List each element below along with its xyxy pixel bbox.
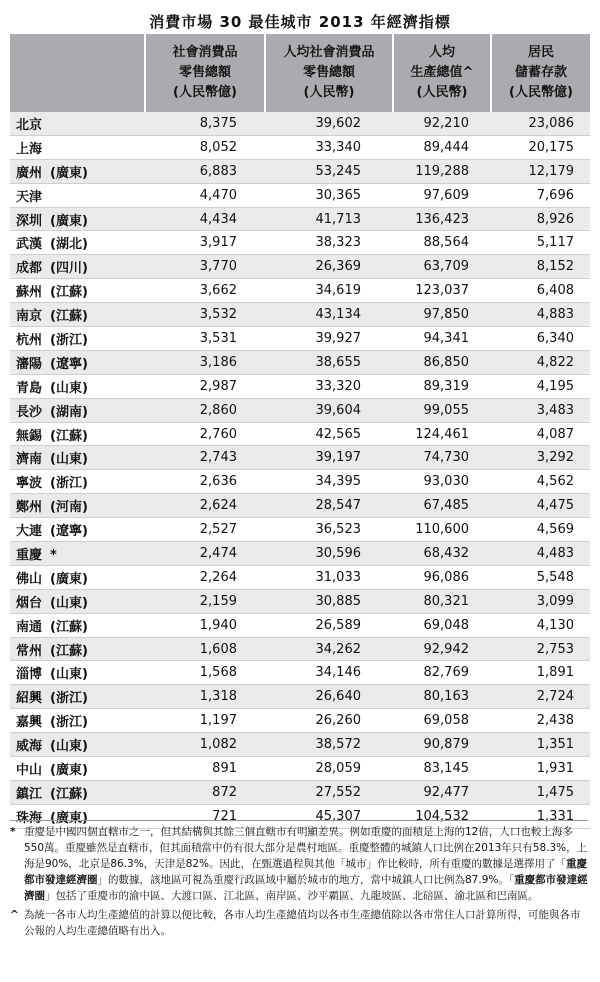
- province-name: (四川): [50, 261, 88, 277]
- retail-sales-cell: 2,636: [145, 470, 265, 494]
- city-name: 鎮江: [16, 786, 43, 802]
- per-capita-retail-cell: 28,547: [265, 494, 393, 518]
- per-capita-retail-cell: 26,369: [265, 255, 393, 279]
- savings-deposits-cell: 2,753: [491, 637, 590, 661]
- savings-deposits-cell: 4,569: [491, 518, 590, 542]
- table-row: [10, 542, 590, 566]
- footnote-star-mark: *: [10, 826, 16, 838]
- per-capita-retail-cell: 33,320: [265, 374, 393, 398]
- city-cell: [10, 470, 145, 494]
- table-row: [10, 518, 590, 542]
- province-name: (山東): [50, 739, 88, 755]
- savings-deposits-cell: 3,483: [491, 398, 590, 422]
- gdp-per-capita-cell: 119,288: [393, 159, 491, 183]
- retail-sales-cell: 3,770: [145, 255, 265, 279]
- city-cell: [10, 589, 145, 613]
- city-name: 青島: [16, 380, 43, 396]
- per-capita-retail-cell: 34,395: [265, 470, 393, 494]
- city-cell: [10, 542, 145, 566]
- province-name: (山東): [50, 595, 88, 611]
- gdp-per-capita-cell: 92,477: [393, 780, 491, 804]
- savings-deposits-cell: 6,340: [491, 327, 590, 351]
- city-cell: [10, 112, 145, 135]
- per-capita-retail-cell: 30,885: [265, 589, 393, 613]
- city-cell: [10, 494, 145, 518]
- gdp-per-capita-cell: 89,444: [393, 135, 491, 159]
- city-cell: [10, 613, 145, 637]
- province-name: (山東): [50, 380, 88, 396]
- savings-deposits-cell: 4,195: [491, 374, 590, 398]
- savings-deposits-cell: 12,179: [491, 159, 590, 183]
- retail-sales-cell: 2,474: [145, 542, 265, 566]
- retail-sales-cell: 6,883: [145, 159, 265, 183]
- city-cell: [10, 135, 145, 159]
- savings-deposits-cell: 8,926: [491, 207, 590, 231]
- city-cell: [10, 374, 145, 398]
- table-row: [10, 637, 590, 661]
- city-cell: [10, 398, 145, 422]
- per-capita-retail-cell: 38,572: [265, 733, 393, 757]
- gdp-per-capita-cell: 67,485: [393, 494, 491, 518]
- city-cell: [10, 780, 145, 804]
- per-capita-retail-cell: 34,262: [265, 637, 393, 661]
- province-name: (湖北): [50, 237, 88, 253]
- gdp-per-capita-cell: 86,850: [393, 350, 491, 374]
- table-row: [10, 255, 590, 279]
- gdp-per-capita-cell: 69,048: [393, 613, 491, 637]
- province-name: (廣東): [50, 762, 88, 778]
- table-row: [10, 374, 590, 398]
- gdp-per-capita-cell: 97,850: [393, 303, 491, 327]
- retail-sales-cell: 3,917: [145, 231, 265, 255]
- table-row: [10, 398, 590, 422]
- gdp-per-capita-cell: 97,609: [393, 183, 491, 207]
- gdp-per-capita-cell: 80,163: [393, 685, 491, 709]
- header-per-capita-retail: 人均社會消費品 零售總額 (人民幣): [265, 34, 393, 112]
- city-name: 烟台: [16, 595, 43, 611]
- city-name: 寧波: [16, 476, 43, 492]
- retail-sales-cell: 4,470: [145, 183, 265, 207]
- city-name: 常州: [16, 643, 43, 659]
- per-capita-retail-cell: 31,033: [265, 565, 393, 589]
- city-name: 蘇州: [16, 285, 43, 301]
- savings-deposits-cell: 1,931: [491, 757, 590, 781]
- table-row: [10, 589, 590, 613]
- city-name: 重慶: [16, 547, 43, 563]
- gdp-per-capita-cell: 69,058: [393, 709, 491, 733]
- per-capita-retail-cell: 36,523: [265, 518, 393, 542]
- savings-deposits-cell: 5,117: [491, 231, 590, 255]
- gdp-per-capita-cell: 136,423: [393, 207, 491, 231]
- table-row: [10, 231, 590, 255]
- header-savings-deposits: 居民 儲蓄存款 (人民幣億): [491, 34, 590, 112]
- gdp-per-capita-cell: 82,769: [393, 661, 491, 685]
- city-name: 深圳: [16, 213, 43, 229]
- city-name: 武漢: [16, 237, 43, 253]
- city-name: 嘉興: [16, 715, 43, 731]
- province-name: (浙江): [50, 715, 88, 731]
- table-row: [10, 350, 590, 374]
- retail-sales-cell: 2,624: [145, 494, 265, 518]
- gdp-per-capita-cell: 123,037: [393, 279, 491, 303]
- gdp-per-capita-cell: 94,341: [393, 327, 491, 351]
- table-row: [10, 709, 590, 733]
- savings-deposits-cell: 7,696: [491, 183, 590, 207]
- city-cell: [10, 183, 145, 207]
- city-name: 濟南: [16, 452, 43, 468]
- province-name: (浙江): [50, 691, 88, 707]
- province-name: (廣東): [50, 165, 88, 181]
- city-name: 杭州: [16, 332, 43, 348]
- savings-deposits-cell: 1,475: [491, 780, 590, 804]
- gdp-per-capita-cell: 74,730: [393, 446, 491, 470]
- retail-sales-cell: 3,662: [145, 279, 265, 303]
- city-name: 南京: [16, 309, 43, 325]
- header-city: [10, 34, 145, 112]
- table-row: [10, 565, 590, 589]
- per-capita-retail-cell: 26,260: [265, 709, 393, 733]
- savings-deposits-cell: 1,351: [491, 733, 590, 757]
- province-name: (江蘇): [50, 643, 88, 659]
- savings-deposits-cell: 4,483: [491, 542, 590, 566]
- per-capita-retail-cell: 34,146: [265, 661, 393, 685]
- per-capita-retail-cell: 26,640: [265, 685, 393, 709]
- city-cell: [10, 446, 145, 470]
- city-name: 鄭州: [16, 500, 43, 516]
- per-capita-retail-cell: 53,245: [265, 159, 393, 183]
- province-name: (湖南): [50, 404, 88, 420]
- retail-sales-cell: 1,082: [145, 733, 265, 757]
- savings-deposits-cell: 4,883: [491, 303, 590, 327]
- retail-sales-cell: 721: [145, 804, 265, 828]
- gdp-per-capita-cell: 68,432: [393, 542, 491, 566]
- retail-sales-cell: 2,860: [145, 398, 265, 422]
- city-name: 南通: [16, 619, 43, 635]
- city-cell: [10, 637, 145, 661]
- city-cell: [10, 733, 145, 757]
- per-capita-retail-cell: 38,323: [265, 231, 393, 255]
- table-row: [10, 279, 590, 303]
- per-capita-retail-cell: 39,604: [265, 398, 393, 422]
- per-capita-retail-cell: 39,602: [265, 112, 393, 135]
- per-capita-retail-cell: 38,655: [265, 350, 393, 374]
- savings-deposits-cell: 4,130: [491, 613, 590, 637]
- savings-deposits-cell: 6,408: [491, 279, 590, 303]
- city-cell: [10, 518, 145, 542]
- province-name: (河南): [50, 500, 88, 516]
- gdp-per-capita-cell: 83,145: [393, 757, 491, 781]
- gdp-per-capita-cell: 63,709: [393, 255, 491, 279]
- city-cell: [10, 231, 145, 255]
- province-name: (廣東): [50, 213, 88, 229]
- city-name: 長沙: [16, 404, 43, 420]
- gdp-per-capita-cell: 89,319: [393, 374, 491, 398]
- city-cell: [10, 709, 145, 733]
- province-name: (遼寧): [50, 356, 88, 372]
- city-cell: [10, 661, 145, 685]
- per-capita-retail-cell: 43,134: [265, 303, 393, 327]
- table-row: [10, 207, 590, 231]
- gdp-per-capita-cell: 80,321: [393, 589, 491, 613]
- retail-sales-cell: 2,760: [145, 422, 265, 446]
- gdp-per-capita-cell: 88,564: [393, 231, 491, 255]
- retail-sales-cell: 1,568: [145, 661, 265, 685]
- gdp-per-capita-cell: 104,532: [393, 804, 491, 828]
- gdp-per-capita-cell: 93,030: [393, 470, 491, 494]
- per-capita-retail-cell: 30,596: [265, 542, 393, 566]
- city-cell: [10, 327, 145, 351]
- city-name: 紹興: [16, 691, 43, 707]
- per-capita-retail-cell: 34,619: [265, 279, 393, 303]
- savings-deposits-cell: 3,292: [491, 446, 590, 470]
- table-header: [10, 34, 590, 112]
- province-name: *: [50, 547, 57, 563]
- province-name: (山東): [50, 667, 88, 683]
- table-row: [10, 327, 590, 351]
- table-row: [10, 470, 590, 494]
- savings-deposits-cell: 4,562: [491, 470, 590, 494]
- per-capita-retail-cell: 33,340: [265, 135, 393, 159]
- city-cell: [10, 565, 145, 589]
- retail-sales-cell: 3,532: [145, 303, 265, 327]
- table-row: [10, 446, 590, 470]
- per-capita-retail-cell: 27,552: [265, 780, 393, 804]
- header-retail-sales: 社會消費品 零售總額 (人民幣億): [145, 34, 265, 112]
- table-row: [10, 183, 590, 207]
- retail-sales-cell: 3,186: [145, 350, 265, 374]
- city-name: 威海: [16, 739, 43, 755]
- province-name: (遼寧): [50, 524, 88, 540]
- savings-deposits-cell: 4,087: [491, 422, 590, 446]
- retail-sales-cell: 891: [145, 757, 265, 781]
- header-gdp-per-capita: 人均 生產總值^ (人民幣): [393, 34, 491, 112]
- table-row: [10, 757, 590, 781]
- retail-sales-cell: 8,052: [145, 135, 265, 159]
- savings-deposits-cell: 20,175: [491, 135, 590, 159]
- retail-sales-cell: 2,527: [145, 518, 265, 542]
- city-name: 成都: [16, 261, 43, 277]
- gdp-per-capita-cell: 92,942: [393, 637, 491, 661]
- savings-deposits-cell: 8,152: [491, 255, 590, 279]
- retail-sales-cell: 1,608: [145, 637, 265, 661]
- city-cell: [10, 757, 145, 781]
- per-capita-retail-cell: 45,307: [265, 804, 393, 828]
- savings-deposits-cell: 5,548: [491, 565, 590, 589]
- savings-deposits-cell: 23,086: [491, 112, 590, 135]
- gdp-per-capita-cell: 124,461: [393, 422, 491, 446]
- city-name: 無錫: [16, 428, 43, 444]
- savings-deposits-cell: 2,724: [491, 685, 590, 709]
- city-cell: [10, 303, 145, 327]
- city-name: 廣州: [16, 165, 43, 181]
- retail-sales-cell: 8,375: [145, 112, 265, 135]
- savings-deposits-cell: 1,891: [491, 661, 590, 685]
- province-name: (浙江): [50, 332, 88, 348]
- gdp-per-capita-cell: 99,055: [393, 398, 491, 422]
- per-capita-retail-cell: 42,565: [265, 422, 393, 446]
- table-body: [10, 112, 590, 828]
- retail-sales-cell: 1,940: [145, 613, 265, 637]
- province-name: (浙江): [50, 476, 88, 492]
- footnote-caret-mark: ^: [10, 909, 19, 921]
- table-row: [10, 780, 590, 804]
- per-capita-retail-cell: 28,059: [265, 757, 393, 781]
- gdp-per-capita-cell: 90,879: [393, 733, 491, 757]
- retail-sales-cell: 2,264: [145, 565, 265, 589]
- city-cell: [10, 255, 145, 279]
- retail-sales-cell: 1,318: [145, 685, 265, 709]
- table-row: [10, 422, 590, 446]
- city-name: 上海: [16, 141, 43, 157]
- city-name: 中山: [16, 762, 43, 778]
- per-capita-retail-cell: 30,365: [265, 183, 393, 207]
- table-row: [10, 661, 590, 685]
- footnote-chongqing: * 重慶是中國四個直轄市之一，但其結構與其餘三個直轄市有明顯差異。例如重慶的面積是上海的12倍，人口也較上海多550萬。重慶雖然是直轄市，但其面積當中仍有很大部分是農村地區。重慶整體的城鎮人口比例在2013年只有58.3%，上海是90%，北京是86.3%，天津是82%。因此，在甄選過程與其他「城市」作比較時，所有重慶的數據是選擇用了「重慶都市發達經濟圈」的數據，該地區可視為重慶行政區域中屬於城市的地方，當中城鎮人口比例為87.9%。「重慶都市發達經濟圈」包括了重慶市的渝中區、大渡口區、江北區、南岸區、沙平霸區、九龍坡區、北碚區、渝北區和巴南區。: [10, 826, 588, 902]
- city-cell: [10, 279, 145, 303]
- savings-deposits-cell: 2,438: [491, 709, 590, 733]
- indicators-table: [10, 34, 590, 829]
- retail-sales-cell: 872: [145, 780, 265, 804]
- per-capita-retail-cell: 41,713: [265, 207, 393, 231]
- savings-deposits-cell: 1,331: [491, 804, 590, 828]
- city-cell: [10, 207, 145, 231]
- city-name: 珠海: [16, 810, 43, 826]
- page-title: 消費市場 30 最佳城市 2013 年經濟指標: [149, 13, 451, 31]
- table-row: [10, 494, 590, 518]
- table-row: [10, 159, 590, 183]
- gdp-per-capita-cell: 96,086: [393, 565, 491, 589]
- city-name: 瀋陽: [16, 356, 43, 372]
- city-name: 天津: [16, 189, 43, 205]
- per-capita-retail-cell: 26,589: [265, 613, 393, 637]
- table-row: [10, 135, 590, 159]
- savings-deposits-cell: 4,822: [491, 350, 590, 374]
- table-row: [10, 303, 590, 327]
- province-name: (江蘇): [50, 786, 88, 802]
- city-name: 大連: [16, 524, 43, 540]
- table-row: [10, 685, 590, 709]
- province-name: (山東): [50, 452, 88, 468]
- province-name: (江蘇): [50, 428, 88, 444]
- province-name: (江蘇): [50, 285, 88, 301]
- savings-deposits-cell: 3,099: [491, 589, 590, 613]
- city-cell: [10, 422, 145, 446]
- retail-sales-cell: 1,197: [145, 709, 265, 733]
- retail-sales-cell: 4,434: [145, 207, 265, 231]
- city-cell: [10, 685, 145, 709]
- retail-sales-cell: 3,531: [145, 327, 265, 351]
- per-capita-retail-cell: 39,197: [265, 446, 393, 470]
- table-row: [10, 733, 590, 757]
- city-name: 佛山: [16, 571, 43, 587]
- retail-sales-cell: 2,987: [145, 374, 265, 398]
- table-row: [10, 613, 590, 637]
- table-row: [10, 112, 590, 135]
- city-name: 北京: [16, 117, 43, 133]
- retail-sales-cell: 2,743: [145, 446, 265, 470]
- per-capita-retail-cell: 39,927: [265, 327, 393, 351]
- footnote-gdp: ^ 為統一各市人均生產總值的計算以便比較，各市人均生產總值均以各市生產總值除以各市常住人口計算所得，可能與各市公報的人均生產總值略有出入。: [10, 909, 581, 937]
- province-name: (廣東): [50, 571, 88, 587]
- savings-deposits-cell: 4,475: [491, 494, 590, 518]
- gdp-per-capita-cell: 92,210: [393, 112, 491, 135]
- city-cell: [10, 350, 145, 374]
- retail-sales-cell: 2,159: [145, 589, 265, 613]
- gdp-per-capita-cell: 110,600: [393, 518, 491, 542]
- city-name: 淄博: [16, 667, 43, 683]
- province-name: (廣東): [50, 810, 88, 826]
- province-name: (江蘇): [50, 309, 88, 325]
- city-cell: [10, 159, 145, 183]
- province-name: (江蘇): [50, 619, 88, 635]
- footnotes: [10, 820, 588, 939]
